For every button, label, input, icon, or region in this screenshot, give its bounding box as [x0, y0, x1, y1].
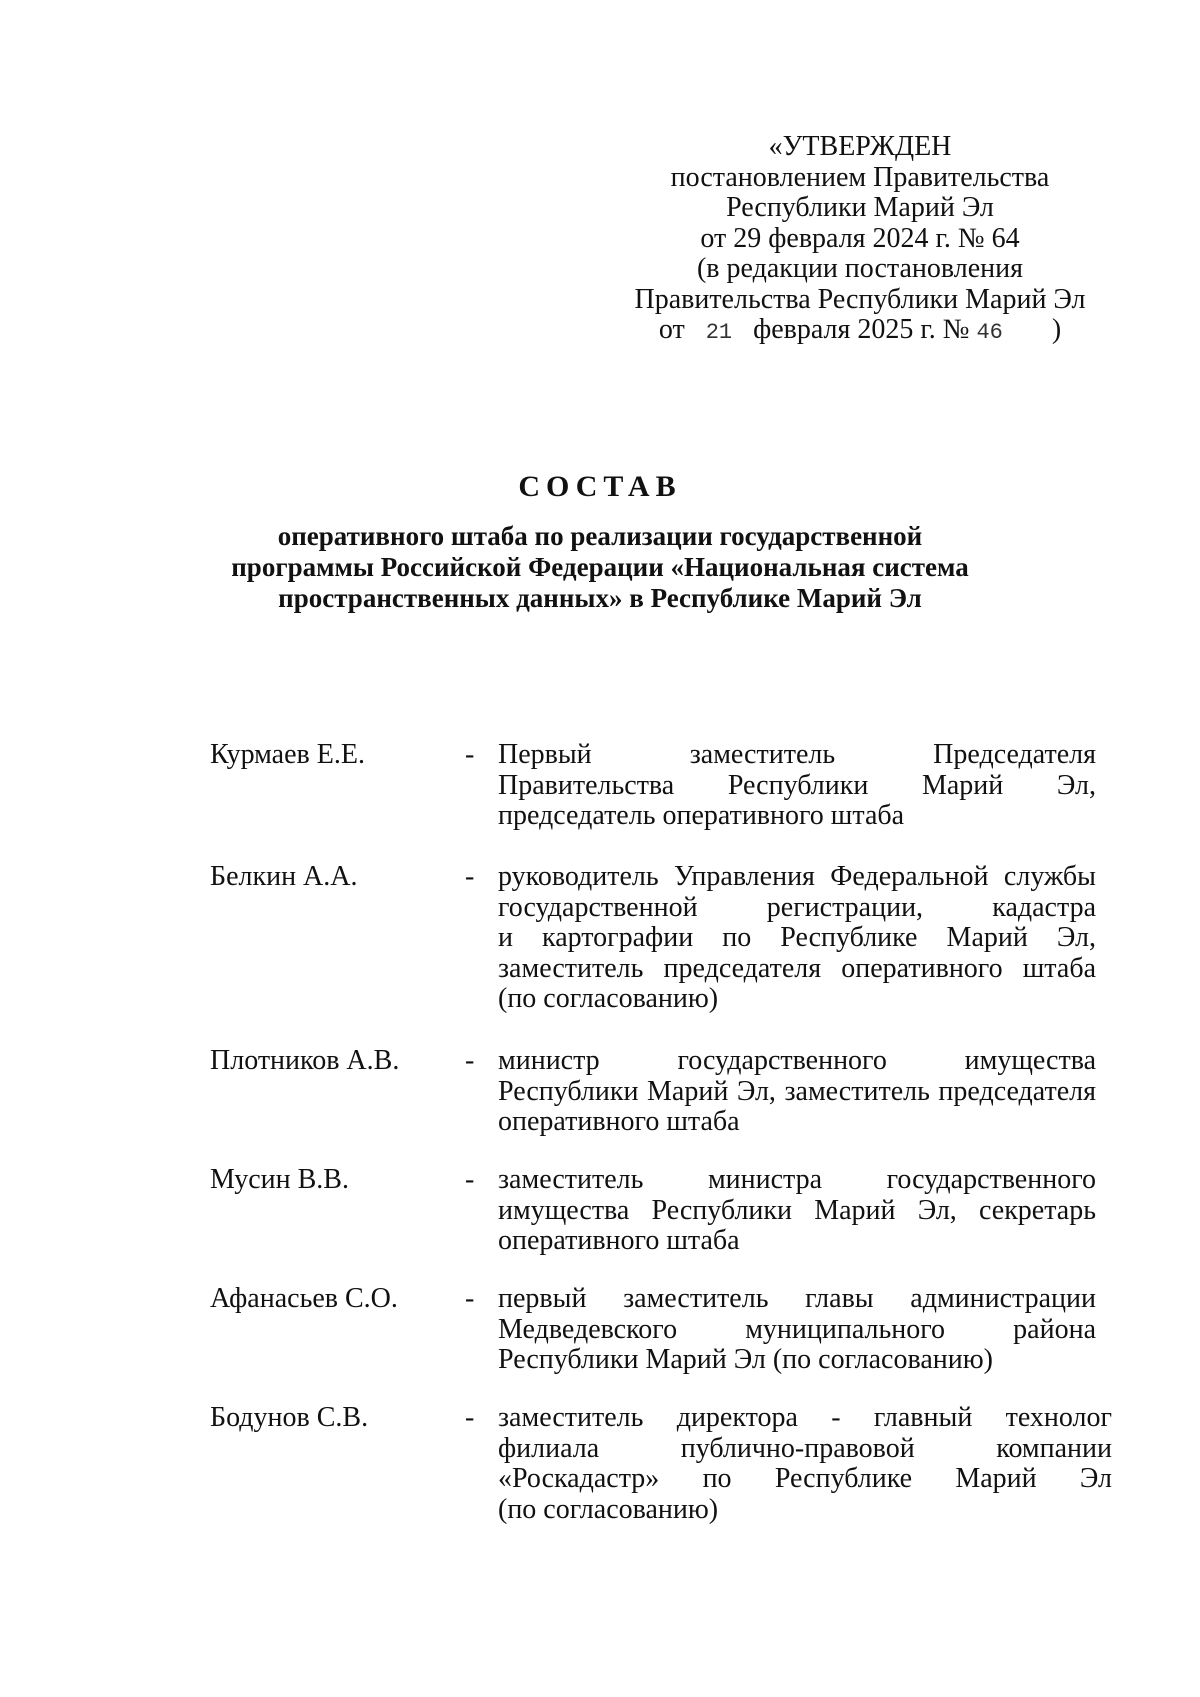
- member-role: [498, 740, 1096, 832]
- member-role: [498, 1046, 1096, 1138]
- member-name: Афанасьев С.О.: [210, 1283, 398, 1314]
- role-line: заместитель директора - главный технолог: [498, 1402, 1112, 1433]
- amendment-prefix: от: [658, 314, 685, 345]
- approval-line: от 29 февраля 2024 г. № 64: [700, 222, 1020, 254]
- role-line: Республики Марий Эл, заместитель председателя: [498, 1075, 1096, 1107]
- role-line: Медведевского муниципального района: [498, 1313, 1096, 1345]
- amendment-middle: февраля 2025 г. №: [753, 314, 970, 345]
- amendment-date-line: [600, 315, 1120, 349]
- role-line: оперативного штаба: [498, 1106, 740, 1137]
- role-line: (по согласованию): [498, 983, 719, 1014]
- role-line: председатель оперативного штаба: [498, 800, 905, 831]
- member-name: Курмаев Е.Е.: [210, 739, 365, 770]
- role-line: руководитель Управления Федеральной службы: [498, 861, 1096, 892]
- member-role: [498, 1284, 1096, 1376]
- approval-stamp: [600, 132, 1120, 349]
- role-line: филиала публично-правовой компании: [498, 1432, 1112, 1464]
- member-dash: -: [465, 1164, 475, 1195]
- amendment-number: 46: [976, 320, 1003, 345]
- amendment-suffix: ): [1051, 314, 1062, 345]
- subtitle-line: пространственных данных» в Республике Марий Эл: [278, 583, 922, 613]
- role-line: имущества Республики Марий Эл, секретарь: [498, 1194, 1096, 1226]
- approval-line: Правительства Республики Марий Эл: [634, 283, 1086, 315]
- role-line: Республики Марий Эл (по согласованию): [498, 1344, 993, 1375]
- member-role: [498, 1403, 1112, 1525]
- role-line: министр государственного имущества: [498, 1045, 1096, 1076]
- document-title: СОСТАВ: [518, 470, 682, 503]
- role-line: и картографии по Республике Марий Эл,: [498, 922, 1096, 953]
- approval-line: Республики Марий Эл: [726, 192, 994, 223]
- member-dash: -: [465, 861, 475, 892]
- role-line: Первый заместитель Председателя: [498, 739, 1096, 770]
- subtitle-line: программы Российской Федерации «Национальная система: [231, 552, 969, 582]
- member-dash: -: [465, 1045, 475, 1076]
- role-line: заместитель председателя оперативного штаба: [498, 952, 1096, 984]
- role-line: оперативного штаба: [498, 1225, 740, 1256]
- subtitle-line: оперативного штаба по реализации государственной: [277, 521, 923, 551]
- role-line: Правительства Республики Марий Эл,: [498, 769, 1096, 801]
- role-line: заместитель министра государственного: [498, 1164, 1096, 1195]
- member-name: Белкин А.А.: [210, 861, 358, 892]
- amendment-day: 21: [705, 320, 733, 345]
- member-dash: -: [465, 1283, 475, 1314]
- member-role: [498, 1165, 1096, 1257]
- role-line: (по согласованию): [498, 1493, 719, 1525]
- member-role: [498, 862, 1096, 1015]
- role-line: «Роскадастр» по Республике Марий Эл: [498, 1463, 1112, 1494]
- member-name: Плотников А.В.: [210, 1045, 400, 1076]
- role-line: государственной регистрации, кадастра: [498, 891, 1096, 923]
- approval-line: постановлением Правительства: [670, 161, 1050, 193]
- member-name: Мусин В.В.: [210, 1164, 349, 1195]
- document-subtitle: [150, 521, 1050, 614]
- member-dash: -: [465, 739, 475, 770]
- member-name: Бодунов С.В.: [210, 1402, 369, 1433]
- approval-line: (в редакции постановления: [696, 253, 1024, 284]
- approval-line: «УТВЕРЖДЕН: [768, 131, 952, 162]
- role-line: первый заместитель главы администрации: [498, 1283, 1096, 1314]
- member-dash: -: [465, 1402, 475, 1433]
